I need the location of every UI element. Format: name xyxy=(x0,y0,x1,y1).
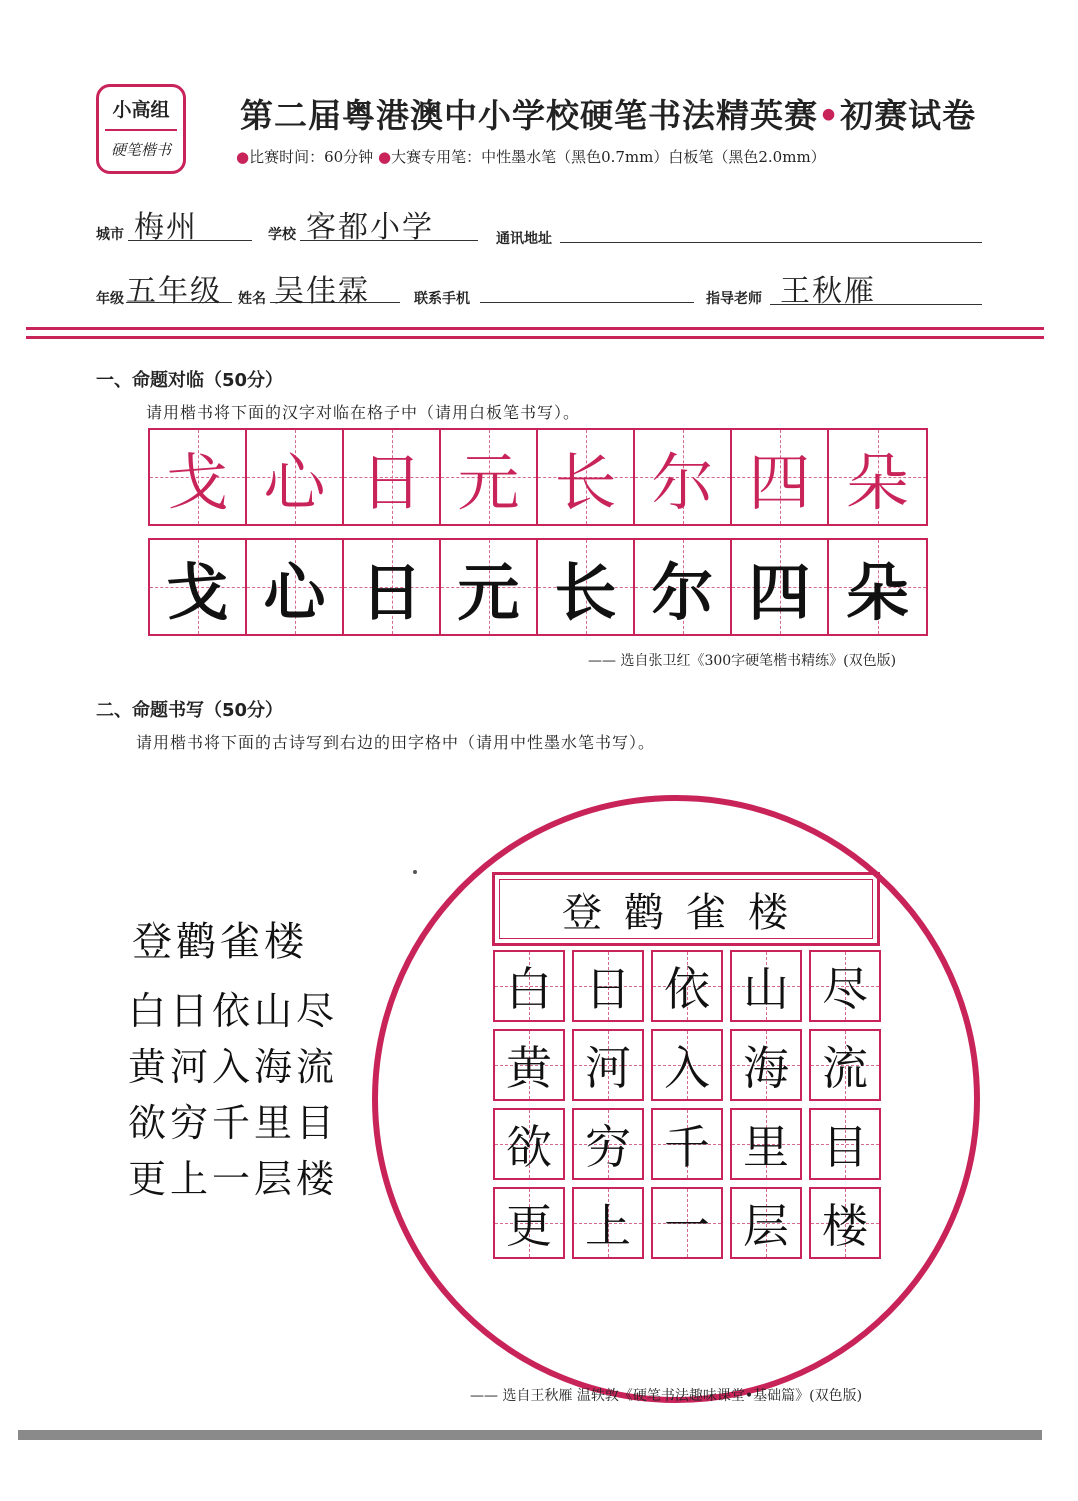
poem-title: 登鹳雀楼 xyxy=(132,919,308,965)
grid-cell[interactable] xyxy=(572,1029,644,1101)
grid-cell[interactable] xyxy=(730,1187,802,1259)
grid-char: 海 xyxy=(743,1041,789,1095)
grid-char: 千 xyxy=(664,1120,710,1174)
written-char-cell[interactable] xyxy=(344,540,441,634)
model-char-cell xyxy=(247,430,344,524)
grid-cell[interactable] xyxy=(651,950,723,1022)
school-value[interactable]: 客都小学 xyxy=(306,210,434,245)
section1-heading: 一、命题对临（50分） xyxy=(96,370,284,391)
written-char: 元 xyxy=(457,555,520,629)
model-char: 戈 xyxy=(166,445,229,519)
group-badge xyxy=(96,84,186,174)
bullet-icon: ● xyxy=(377,148,392,166)
model-char: 日 xyxy=(360,445,423,519)
grid-char: 河 xyxy=(585,1041,631,1095)
grid-char: 一 xyxy=(664,1199,710,1253)
grid-cell[interactable] xyxy=(651,1108,723,1180)
written-char: 长 xyxy=(554,555,617,629)
grid-char: 尽 xyxy=(822,962,868,1016)
grid-cell[interactable] xyxy=(572,1187,644,1259)
grid-cell[interactable] xyxy=(651,1187,723,1259)
badge-group: 小高组 xyxy=(112,99,170,121)
grid-char: 入 xyxy=(664,1041,710,1095)
grid-cell[interactable] xyxy=(809,950,881,1022)
section1-source: —— 选自张卫红《300字硬笔楷书精练》(双色版) xyxy=(588,653,897,669)
teacher-label: 指导老师 xyxy=(706,291,762,307)
grid-row xyxy=(493,1187,888,1259)
model-char-cell xyxy=(732,430,829,524)
phone-line[interactable] xyxy=(480,302,694,303)
grid-cell[interactable] xyxy=(572,950,644,1022)
grid-cell[interactable] xyxy=(730,1108,802,1180)
model-char-cell xyxy=(150,430,247,524)
tianzige-grid[interactable] xyxy=(493,950,888,1266)
model-char: 尔 xyxy=(651,445,714,519)
badge-style: 硬笔楷书 xyxy=(110,141,171,159)
model-char-cell xyxy=(829,430,926,524)
model-char-cell xyxy=(441,430,538,524)
grid-char: 上 xyxy=(585,1199,631,1253)
written-char-cell[interactable] xyxy=(538,540,635,634)
grid-cell[interactable] xyxy=(493,1029,565,1101)
bullet-icon: ● xyxy=(236,148,250,166)
city-label: 城市 xyxy=(96,227,124,243)
title-main: 第二届粤港澳中小学校硬笔书法精英赛 xyxy=(240,96,818,135)
grid-char: 楼 xyxy=(822,1199,868,1253)
grid-cell[interactable] xyxy=(809,1029,881,1101)
grid-char: 山 xyxy=(743,962,789,1016)
school-label: 学校 xyxy=(268,227,296,243)
grid-cell[interactable] xyxy=(809,1108,881,1180)
grid-char: 更 xyxy=(506,1199,552,1253)
grid-row xyxy=(493,950,888,1022)
subtitle-pen: 大赛专用笔：中性墨水笔（黑色0.7mm）白板笔（黑色2.0mm） xyxy=(391,148,826,166)
grid-row xyxy=(493,1108,888,1180)
section2-heading: 二、命题书写（50分） xyxy=(96,700,284,721)
written-char-row[interactable] xyxy=(148,538,928,636)
written-char-cell[interactable] xyxy=(441,540,538,634)
written-char-cell[interactable] xyxy=(150,540,247,634)
title-dot: • xyxy=(818,96,841,135)
poem-line: 更上一层楼 xyxy=(128,1157,339,1201)
address-label: 通讯地址 xyxy=(496,231,552,247)
grid-char: 黄 xyxy=(506,1041,552,1095)
section2-instruction: 请用楷书将下面的古诗写到右边的田字格中（请用中性墨水笔书写）。 xyxy=(136,733,656,752)
subtitle-time: 比赛时间：60分钟 xyxy=(249,148,374,166)
model-char-cell xyxy=(635,430,732,524)
grid-cell[interactable] xyxy=(493,1108,565,1180)
written-char-cell[interactable] xyxy=(829,540,926,634)
poem-line: 欲穷千里目 xyxy=(128,1101,339,1145)
subtitle xyxy=(236,146,826,167)
written-char-cell[interactable] xyxy=(732,540,829,634)
grid-char: 目 xyxy=(822,1120,868,1174)
scan-speck xyxy=(413,870,417,874)
written-char: 心 xyxy=(263,555,326,629)
divider-rule xyxy=(26,336,1044,339)
grid-row xyxy=(493,1029,888,1101)
grid-cell[interactable] xyxy=(651,1029,723,1101)
written-char: 日 xyxy=(360,555,423,629)
page-title xyxy=(240,90,976,137)
grade-value[interactable]: 五年级 xyxy=(126,274,222,309)
name-value[interactable]: 吴佳霖 xyxy=(274,274,370,309)
divider-rule xyxy=(26,327,1044,330)
section1-instruction: 请用楷书将下面的汉字对临在格子中（请用白板笔书写）。 xyxy=(146,403,581,422)
model-char: 四 xyxy=(748,445,811,519)
grid-char: 日 xyxy=(585,962,631,1016)
title-suffix: 初赛试卷 xyxy=(840,96,977,135)
written-char: 朵 xyxy=(846,555,909,629)
written-title-box[interactable] xyxy=(492,872,880,946)
written-char: 四 xyxy=(748,555,811,629)
grid-char: 里 xyxy=(743,1120,789,1174)
written-char: 尔 xyxy=(651,555,714,629)
model-char-cell xyxy=(538,430,635,524)
grid-char: 层 xyxy=(743,1199,789,1253)
bottom-bar xyxy=(18,1430,1042,1440)
model-char: 元 xyxy=(457,445,520,519)
written-title: 登鹳雀楼 xyxy=(499,879,873,939)
poem-line: 白日依山尽 xyxy=(128,989,339,1033)
grid-cell[interactable] xyxy=(809,1187,881,1259)
section2-source: —— 选自王秋雁 温轶敦《硬笔书法趣味课堂•基础篇》(双色版) xyxy=(470,1388,863,1404)
name-label: 姓名 xyxy=(238,291,266,307)
poem-line: 黄河入海流 xyxy=(128,1045,339,1089)
address-line[interactable] xyxy=(560,242,982,243)
grid-cell[interactable] xyxy=(572,1108,644,1180)
grid-char: 穷 xyxy=(585,1120,631,1174)
model-char: 心 xyxy=(263,445,326,519)
city-value[interactable]: 梅州 xyxy=(134,210,198,245)
grade-label: 年级 xyxy=(96,291,124,307)
grid-char: 白 xyxy=(506,962,552,1016)
model-char: 长 xyxy=(554,445,617,519)
grid-char: 流 xyxy=(822,1041,868,1095)
written-char: 戈 xyxy=(166,555,229,629)
written-char-cell[interactable] xyxy=(247,540,344,634)
grid-cell[interactable] xyxy=(493,1187,565,1259)
grid-char: 欲 xyxy=(506,1120,552,1174)
model-char: 朵 xyxy=(846,445,909,519)
model-char-cell xyxy=(344,430,441,524)
model-char-row xyxy=(148,428,928,526)
grid-cell[interactable] xyxy=(493,950,565,1022)
written-char-cell[interactable] xyxy=(635,540,732,634)
grid-cell[interactable] xyxy=(730,950,802,1022)
teacher-value[interactable]: 王秋雁 xyxy=(780,274,876,309)
grid-cell[interactable] xyxy=(730,1029,802,1101)
grid-char: 依 xyxy=(664,962,710,1016)
phone-label: 联系手机 xyxy=(414,291,470,307)
badge-divider xyxy=(105,129,177,131)
